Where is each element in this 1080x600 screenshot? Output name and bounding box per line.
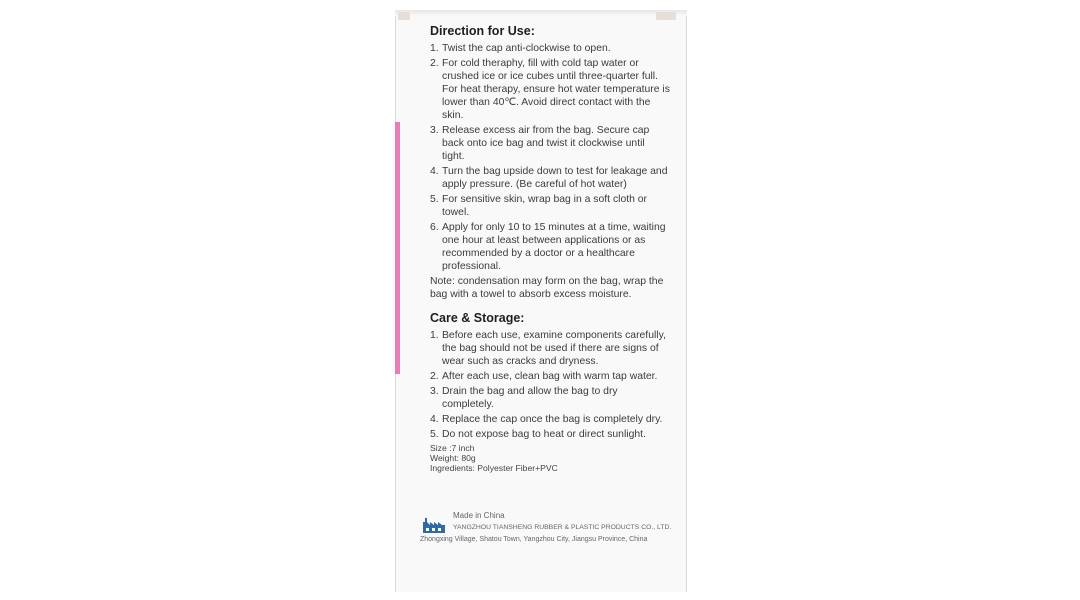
directions-heading: Direction for Use: (430, 24, 535, 38)
box-flap-tab-right (656, 12, 676, 20)
spec-size: Size :7 inch (430, 443, 475, 453)
care-heading: Care & Storage: (430, 311, 525, 325)
spec-ingredients: Ingredients: Polyester Fiber+PVC (430, 463, 558, 473)
spec-weight: Weight: 80g (430, 453, 476, 463)
factory-icon (422, 516, 446, 534)
directions-step: 3. Release excess air from the bag. Secure cap back onto ice bag and twist it clockwise until tight. (430, 125, 650, 162)
box-top-edge (395, 10, 687, 16)
company-address: Zhongxing Village, Shatou Town, Yangzhou City, Jiangsu Province, China (420, 536, 648, 543)
product-specs (430, 443, 670, 473)
directions-step: 5. For sensitive skin, wrap bag in a soft cloth or towel. (430, 194, 648, 218)
directions-step: 1. Twist the cap anti-clockwise to open. (430, 43, 611, 54)
instructions-panel (430, 22, 670, 473)
directions-list (430, 42, 670, 273)
condensation-note: Note: condensation may form on the bag, wrap the bag with a towel to absorb excess moisture. (430, 276, 664, 300)
care-list (430, 329, 670, 441)
care-step: 1. Before each use, examine components carefully, the bag should not be used if there are signs of wear such as cracks and dryness. (430, 330, 666, 367)
care-step: 3. Drain the bag and allow the bag to dry completely. (430, 386, 618, 410)
care-step: 4. Replace the cap once the bag is completely dry. (430, 414, 663, 425)
directions-step: 6. Apply for only 10 to 15 minutes at a time, waiting one hour at least between applications or as recommended by a doctor or a healthcare professional. (430, 222, 666, 272)
directions-step: 4. Turn the bag upside down to test for leakage and apply pressure. (Be careful of hot water) (430, 166, 668, 190)
care-step: 5. Do not expose bag to heat or direct sunlight. (430, 429, 646, 440)
company-name: YANGZHOU TIANSHENG RUBBER & PLASTIC PRODUCTS CO., LTD. (453, 524, 672, 531)
care-step: 2. After each use, clean bag with warm tap water. (430, 371, 658, 382)
pink-accent-strip (395, 122, 400, 374)
box-flap-tab-left (398, 12, 410, 20)
made-in-label: Made in China (453, 511, 505, 520)
directions-step: 2. For cold theraphy, fill with cold tap water or crushed ice or ice cubes until three-quarter full. For heat therapy, ensure hot water temperature is lower than 40℃. Avoid direct contact with the skin. (430, 58, 670, 121)
